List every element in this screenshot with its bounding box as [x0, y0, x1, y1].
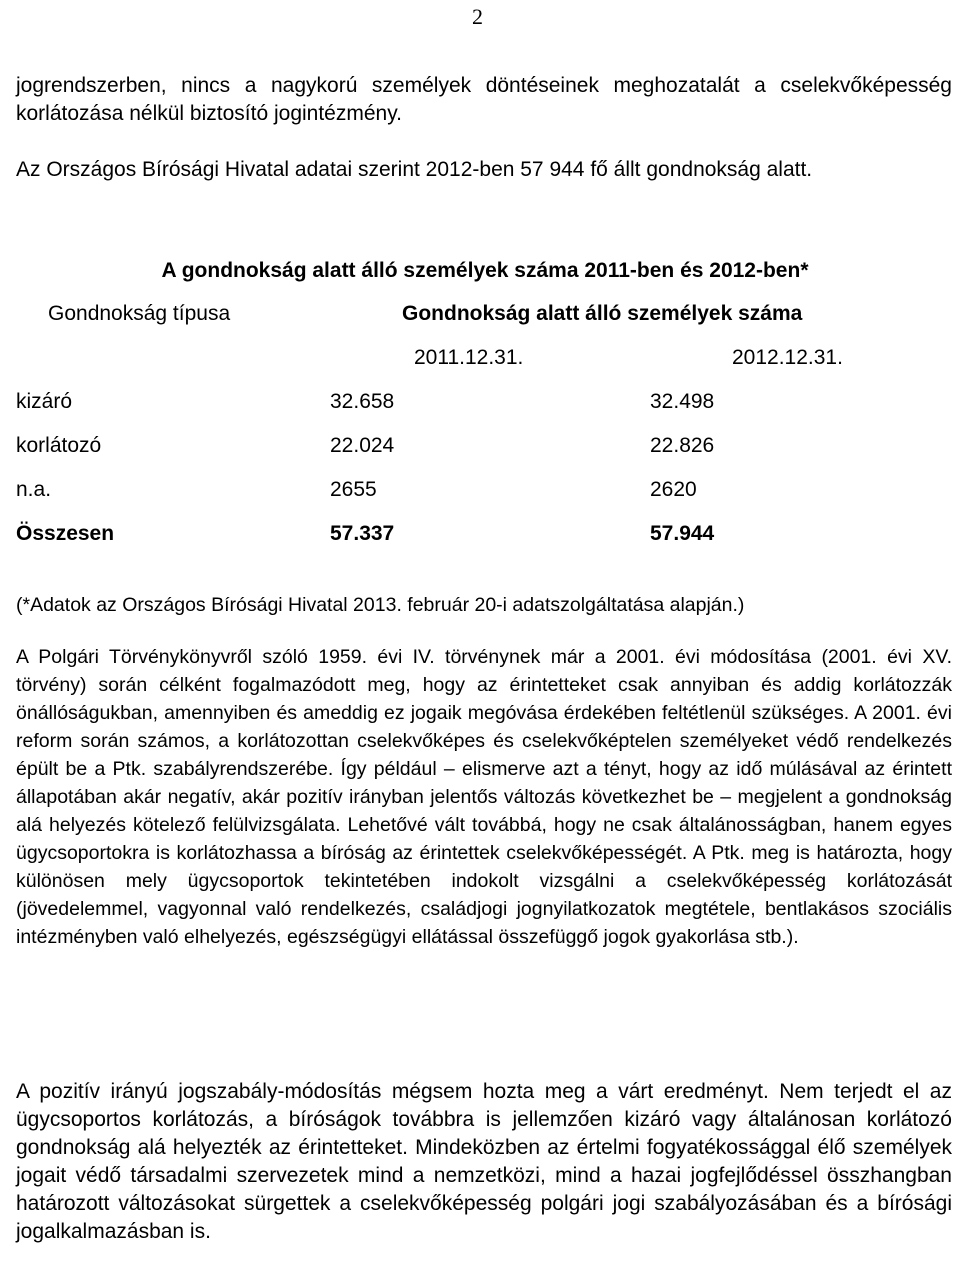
paragraph-outcome: A pozitív irányú jogszabály-módosítás mégsem hozta meg a várt eredményt. Nem terjedt el az ügycsoportos korlátozás, a bíróságok továbbra is jellemzően kizáró vagy általánosan korlátozó gondnokság alá helyezték az érintetteket. Mindeközben az értelmi fogyatékossággal élő személyek jogait védő társadalmi szervezetek mind a nemzetközi, mind a hazai jogfejlődéssel összhangban határozott változásokat sürgettek a cselekvőképesség polgári jogi szabályozásában és a bírósági jogalkalmazásban is.	[16, 1080, 952, 1243]
table-title: A gondnokság alatt álló személyek száma 2011-ben és 2012-ben*	[161, 259, 809, 282]
table-row-value-2012: 32.498	[650, 390, 715, 413]
table-row-type: korlátozó	[16, 434, 102, 457]
table-header-year-2011: 2011.12.31.	[414, 346, 524, 369]
table-row-type: n.a.	[16, 478, 52, 501]
table-header-year-2012: 2012.12.31.	[732, 346, 843, 369]
paragraph-intro: jogrendszerben, nincs a nagykorú személyek döntéseinek meghozatalát a cselekvőképesség korlátozása nélkül biztosító jogintézmény.	[16, 74, 952, 125]
table-row-value-2011: 2655	[330, 478, 377, 501]
table-row-type: kizáró	[16, 390, 73, 413]
paragraph-statistics: Az Országos Bírósági Hivatal adatai szerint 2012-ben 57 944 fő állt gondnokság alatt.	[16, 158, 813, 181]
table-row-value-2011: 32.658	[330, 390, 395, 413]
table-row-value-2012: 2620	[650, 478, 697, 501]
table-row-value-2011: 22.024	[330, 434, 395, 457]
table-total-label: Összesen	[16, 522, 115, 545]
table-total-2012: 57.944	[650, 522, 715, 545]
table-total-2011: 57.337	[330, 522, 395, 545]
page-number: 2	[472, 4, 483, 29]
table-header-type: Gondnokság típusa	[48, 302, 231, 325]
table-header-count: Gondnokság alatt álló személyek száma	[402, 302, 803, 325]
table-source-note: (*Adatok az Országos Bírósági Hivatal 2013. február 20-i adatszolgáltatása alapján.)	[16, 594, 745, 616]
paragraph-civil-code: A Polgári Törvénykönyvről szóló 1959. évi IV. törvénynek már a 2001. évi módosítása (2001. évi XV. törvény) során célként fogalmazódott meg, hogy az érintetteket csak annyiban és addig korlátozzák önállóságukban, amennyiben és ameddig ez jogaik megóvása érdekében feltétlenül szükséges. A 2001. évi reform során számos, a korlátozottan cselekvőképes és cselekvőképtelen személyeket védő rendelkezés épült be a Ptk. szabályrendszerébe. Így például – elismerve azt a tényt, hogy az idő múlásával az érintett állapotában akár negatív, akár pozitív irányban jelentős változás következhet be – megjelent a gondnokság alá helyezés kötelező felülvizsgálata. Lehetővé vált továbbá, hogy ne csak általánosságban, hanem egyes ügycsoportokra is korlátozhassa a bíróság az érintettek cselekvőképességét. A Ptk. meg is határozta, hogy különösen mely ügycsoportok tekintetében indokolt vizsgálni a cselekvőképesség korlátozását (jövedelemmel, vagyonnal való rendelkezés, családjogi jognyilatkozatok megtétele, bentlakásos szociális intézményben való elhelyezés, egészségügyi ellátással összefüggő jogok gyakorlása stb.).	[16, 646, 952, 948]
table-row-value-2012: 22.826	[650, 434, 715, 457]
